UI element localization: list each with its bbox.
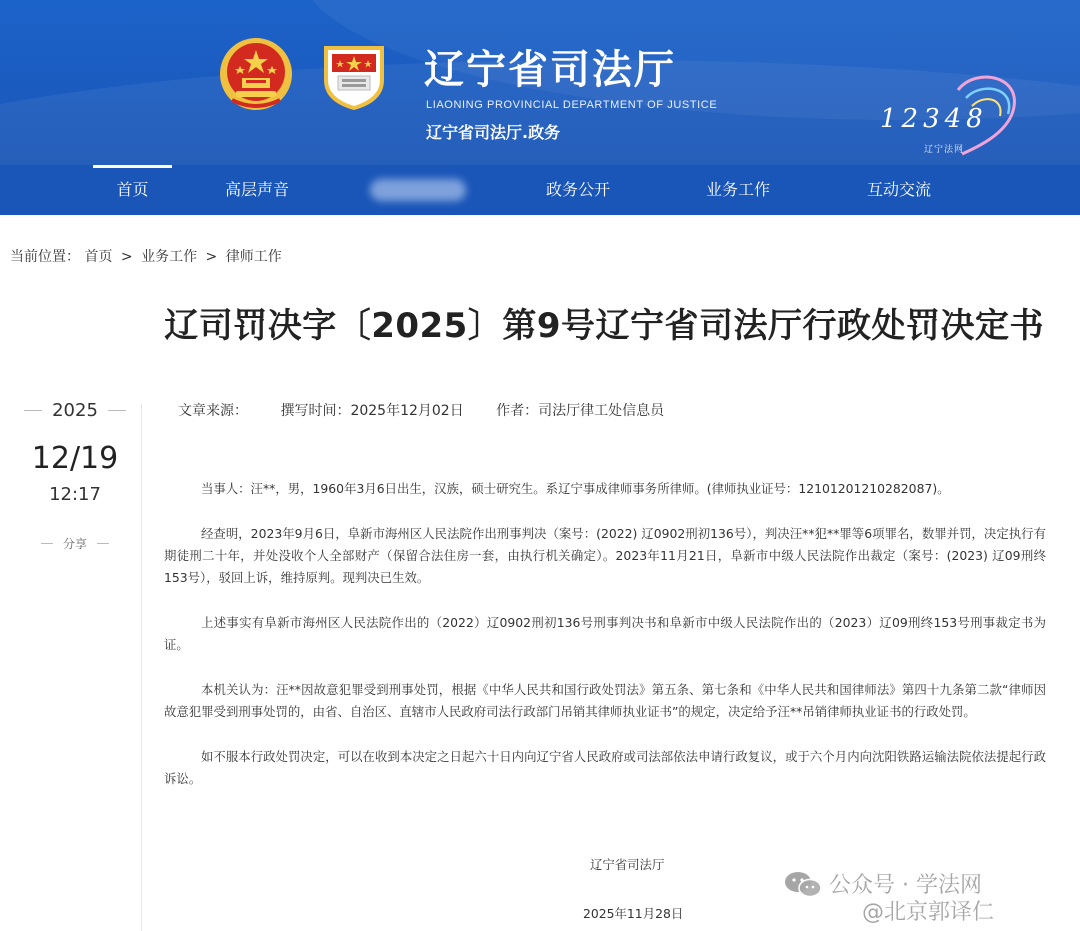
paragraph-party: 当事人：汪**，男，1960年3月6日出生，汉族，硕士研究生。系辽宁事成律师事务所律师。(律师执业证号：12101201210282087)。 [201,481,950,496]
nav-item-business-work[interactable]: 业务工作 [705,180,770,199]
watermark-text-1: 公众号 · 学法网 [829,873,982,898]
watermark-text-2: @北京郭译仁 [862,900,995,925]
share-button[interactable] [20,535,130,552]
wechat-icon [783,869,823,899]
paragraph-findings: 经查明，2023年9月6日，阜新市海州区人民法院作出刑事判决（案号：(2022) 辽0902刑初136号），判决汪**犯**罪等6项罪名，数罪并罚，决定执行有期徒刑二十年，并处没收个人全部财产（保留合法住房一套，由执行机关确定）。2023年11月21日，阜新市中级人民法院作出裁定（案号：(2023) 辽09刑终153号），驳回上诉，维持原判。现判决已生效。 [164,526,1046,585]
column-divider [141,404,142,931]
nav-item-leadership-voice[interactable]: 高层声音 [224,180,289,199]
publish-time: 12:17 [49,484,101,505]
site-tagline: 辽宁省司法厅.政务 [426,123,561,142]
signer: 辽宁省司法厅 [590,857,665,872]
justice-emblem-icon [316,36,392,112]
breadcrumb-home-link[interactable]: 首页 [84,249,113,265]
page-title: 辽司罚决字〔2025〕第9号辽宁省司法厅行政处罚决定书 [164,306,1044,346]
national-emblem-icon [218,36,294,112]
share-label: 分享 [62,537,87,551]
article-written-time: 撰写时间：2025年12月02日 [280,403,464,419]
paragraph-appeal: 如不服本行政处罚决定，可以在收到本决定之日起六十日内向辽宁省人民政府或司法部依法申请行政复议，或于六个月内向沈阳铁路运输法院依法提起行政诉讼。 [164,749,1046,786]
divider [97,543,109,544]
article-author: 作者：司法厅律工处信息员 [496,403,665,419]
nav-item-government-affairs[interactable]: 政务公开 [545,180,610,199]
divider [108,410,126,411]
paragraph-decision: 本机关认为：汪**因故意犯罪受到刑事处罚，根据《中华人民共和国行政处罚法》第五条、第七条和《中华人民共和国律师法》第四十九条第二款“律师因故意犯罪受到刑事处罚的，由省、自治区、直辖市人民政府司法行政部门吊销其律师执业证书”的规定，决定给予汪**吊销律师执业证书的行政处罚。 [164,682,1046,719]
breadcrumb-separator: > [205,249,218,265]
site-subtitle: LIAONING PROVINCIAL DEPARTMENT OF JUSTICE [426,99,718,111]
article-source: 文章来源： [178,403,248,419]
main-nav [0,165,1080,215]
publish-year: 2025 [52,400,98,421]
nav-item-home[interactable]: 首页 [93,165,172,215]
article-body [164,478,1046,813]
breadcrumb-business-link[interactable]: 业务工作 [141,249,198,265]
publish-month-day: 12/19 [31,441,119,476]
nav-item-interaction[interactable]: 互动交流 [866,180,931,199]
breadcrumb-lawyer-link[interactable]: 律师工作 [225,249,282,265]
hotline-caption: 辽宁法网 [924,145,965,155]
article-meta [178,400,692,420]
divider [41,543,53,544]
date-column [20,400,130,552]
hotline-number: 12348 [880,104,988,134]
nav-item-obscured [370,179,466,201]
breadcrumb-separator: > [120,249,133,265]
breadcrumb-prefix: 当前位置： [10,249,80,265]
site-title: 辽宁省司法厅 [424,47,676,93]
sign-date: 2025年11月28日 [583,906,684,921]
breadcrumb [10,246,282,266]
divider [24,410,42,411]
header-banner [0,0,1080,165]
paragraph-evidence: 上述事实有阜新市海州区人民法院作出的（2022）辽0902刑初136号刑事判决书和阜新市中级人民法院作出的（2023）辽09刑终153号刑事裁定书为证。 [164,615,1046,652]
